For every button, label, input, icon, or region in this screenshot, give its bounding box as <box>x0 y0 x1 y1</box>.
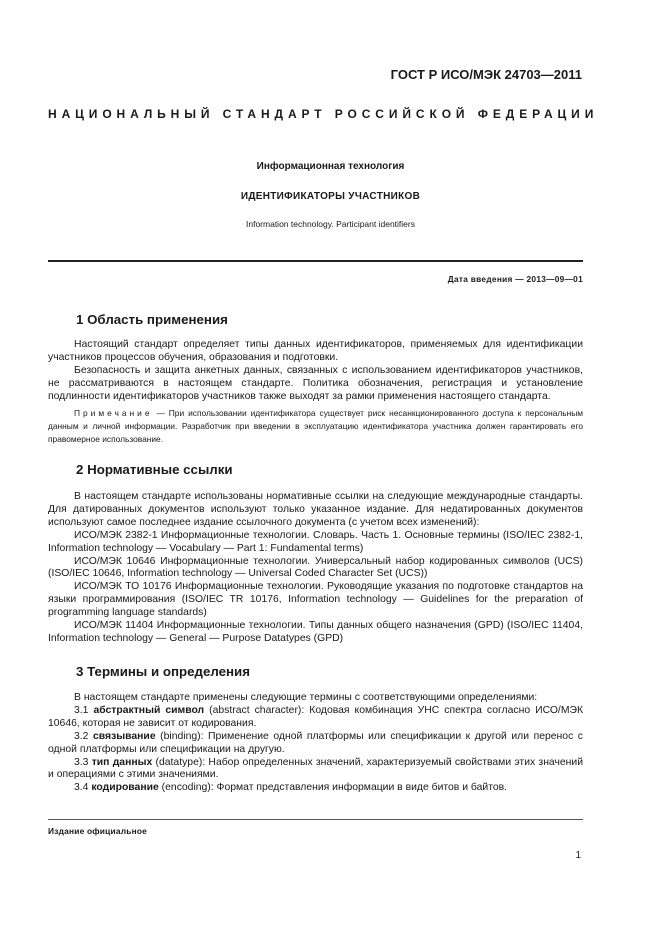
section-2-heading: 2 Нормативные ссылки <box>76 462 233 477</box>
title-topic: Информационная технология <box>256 161 405 172</box>
term-text: (binding): Применение одной платформы или спецификации к другой или перенос с одной платформы или спецификации на другую. <box>48 730 584 755</box>
term-name: кодирование <box>91 782 159 794</box>
section-3-paragraph-1: В настоящем стандарте применены следующие термины с соответствующими определениями: <box>74 692 538 703</box>
term-name: связывание <box>93 730 156 742</box>
term-definition <box>48 731 583 757</box>
term-text: (datatype): Набор определенных значений, характеризуемый свойствами этих значений и операциями с этими значениями. <box>48 756 584 781</box>
term-name: абстрактный символ <box>93 704 205 716</box>
title-rule <box>48 260 583 262</box>
reference-item: ИСО/МЭК 10646 Информационные технологии. Универсальный набор кодированных символов (UCS) (ISO/IEC 10646, Information technology — Universal Coded Character Set (UCS)) <box>48 555 583 580</box>
term-text: (abstract character): Кодовая комбинация УНС спектра согласно ИСО/МЭК 10646, которая не зависит от кодирования. <box>48 704 583 729</box>
reference-item: ИСО/МЭК 2382-1 Информационные технологии. Словарь. Часть 1. Основные термины (ISO/IEC 2382-1, Information technology — Vocabulary — Part 1: Fundamental terms) <box>48 529 583 554</box>
reference-item: ИСО/МЭК ТО 10176 Информационные технологии. Руководящие указания по подготовке стандартов на языки программирования (ISO/IEC TR 10176, Information technology — Guidelines for the preparation of programming language standards) <box>48 581 583 619</box>
page-number: 1 <box>575 850 581 861</box>
section-1-body <box>48 339 583 446</box>
term-definition <box>48 705 583 731</box>
document-title: ИДЕНТИФИКАТОРЫ УЧАСТНИКОВ <box>240 191 421 202</box>
reference-item: ИСО/МЭК 11404 Информационные технологии. Типы данных общего назначения (GPD) (ISO/IEC 11404, Information technology — General — Purpose Datatypes (GPD) <box>48 620 583 644</box>
term-definition <box>48 782 583 795</box>
term-text: (encoding): Формат представления информации в виде битов и байтов. <box>161 782 508 794</box>
standard-code: ГОСТ Р ИСО/МЭК 24703—2011 <box>390 67 582 82</box>
section-2-paragraph-1: В настоящем стандарте использованы нормативные ссылки на следующие международные стандарты. Для датированных документов используют только указанное издание. Для недатированных документов используют самое последнее издание ссылочного документа (с учетом всех изменений): <box>48 491 583 528</box>
edition-label: Издание официальное <box>48 826 147 836</box>
term-number: 3.3 <box>74 756 89 768</box>
section-1-note <box>48 407 583 446</box>
section-2-body <box>48 491 583 646</box>
note-label: Примечание <box>74 407 153 418</box>
section-1-paragraph-2: Безопасность и защита анкетных данных, связанных с использованием идентификаторов участников, не рассматриваются в настоящем стандарте. Политика обозначения, регистрация и установление подлинности идентификаторов участников также выходят за рамки применения настоящего стандарта. <box>48 364 583 402</box>
section-3-body <box>48 692 583 795</box>
section-1-paragraph-1: Настоящий стандарт определяет типы данных идентификаторов, применяемых для идентификации участников процессов обучения, образования и подготовки. <box>48 339 583 363</box>
term-number: 3.4 <box>74 782 89 794</box>
title-english: Information technology. Participant identifiers <box>246 219 415 229</box>
section-3-heading: 3 Термины и определения <box>76 664 250 679</box>
note-text: — При использовании идентификатора существует риск несанкционированного доступа к персональным данным и личной информации. Разработчик при введении в эксплуатацию идентификатора участника должен гарантировать его правомерное использование. <box>48 407 584 444</box>
national-standard-banner: НАЦИОНАЛЬНЫЙ СТАНДАРТ РОССИЙСКОЙ ФЕДЕРАЦИИ <box>48 107 599 121</box>
term-number: 3.2 <box>74 730 89 742</box>
term-number: 3.1 <box>74 704 89 716</box>
footer-rule <box>48 819 583 820</box>
term-definition <box>48 757 583 783</box>
intro-date: Дата введения — 2013—09—01 <box>447 274 583 284</box>
section-1-heading: 1 Область применения <box>76 312 228 327</box>
term-name: тип данных <box>91 756 153 768</box>
